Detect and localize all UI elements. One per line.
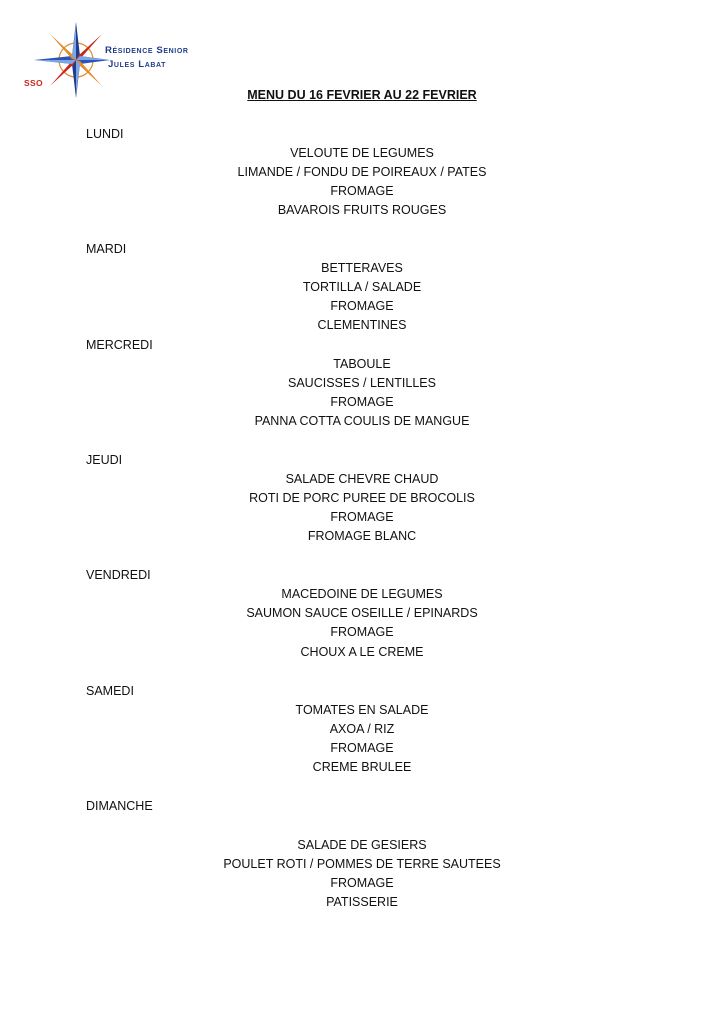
dish-dimanche-dessert: PATISSERIE: [326, 895, 398, 909]
dish-lundi-plat: LIMANDE / FONDU DE POIREAUX / PATES: [237, 165, 487, 179]
dish-vendredi-entree: MACEDOINE DE LEGUMES: [281, 587, 443, 601]
dish-mercredi-dessert: PANNA COTTA COULIS DE MANGUE: [254, 414, 470, 428]
dish-mercredi-plat: SAUCISSES / LENTILLES: [288, 376, 436, 390]
dish-mercredi-fromage: FROMAGE: [330, 395, 394, 409]
dish-jeudi-entree: SALADE CHEVRE CHAUD: [285, 472, 439, 486]
day-label-samedi: SAMEDI: [86, 684, 134, 698]
dish-lundi-fromage: FROMAGE: [330, 184, 394, 198]
dish-lundi-dessert: BAVAROIS FRUITS ROUGES: [277, 203, 447, 217]
day-label-mercredi: MERCREDI: [86, 338, 153, 352]
dish-jeudi-dessert: FROMAGE BLANC: [307, 529, 417, 543]
dish-dimanche-plat: POULET ROTI / POMMES DE TERRE SAUTEES: [223, 857, 501, 871]
dish-mercredi-entree: TABOULE: [333, 357, 391, 371]
dish-mardi-dessert: CLEMENTINES: [317, 318, 407, 332]
day-label-vendredi: VENDREDI: [86, 568, 151, 582]
dish-mardi-plat: TORTILLA / SALADE: [302, 280, 422, 294]
dish-samedi-entree: TOMATES EN SALADE: [295, 703, 429, 717]
dish-vendredi-dessert: CHOUX A LE CREME: [300, 645, 424, 659]
dish-vendredi-fromage: FROMAGE: [330, 625, 394, 639]
dish-lundi-entree: VELOUTE DE LEGUMES: [290, 146, 434, 160]
logo-name-line1: Résidence Senior: [105, 45, 189, 56]
day-label-lundi: LUNDI: [86, 127, 124, 141]
dish-dimanche-fromage: FROMAGE: [330, 876, 394, 890]
logo-sso-text: SSO: [24, 78, 43, 88]
dish-samedi-plat: AXOA / RIZ: [329, 722, 395, 736]
logo-name-line2: Jules Labat: [108, 59, 167, 70]
dish-jeudi-plat: ROTI DE PORC PUREE DE BROCOLIS: [249, 491, 475, 505]
dish-samedi-dessert: CREME BRULEE: [312, 760, 412, 774]
dish-jeudi-fromage: FROMAGE: [330, 510, 394, 524]
day-label-dimanche: DIMANCHE: [86, 799, 153, 813]
menu-title: MENU DU 16 FEVRIER AU 22 FEVRIER: [247, 88, 477, 102]
dish-vendredi-plat: SAUMON SAUCE OSEILLE / EPINARDS: [246, 606, 478, 620]
dish-mardi-entree: BETTERAVES: [321, 261, 403, 275]
dish-dimanche-entree: SALADE DE GESIERS: [297, 838, 427, 852]
logo-residence-name: [105, 44, 189, 72]
day-label-jeudi: JEUDI: [86, 453, 123, 467]
day-label-mardi: MARDI: [86, 242, 127, 256]
dish-mardi-fromage: FROMAGE: [330, 299, 394, 313]
dish-samedi-fromage: FROMAGE: [330, 741, 394, 755]
